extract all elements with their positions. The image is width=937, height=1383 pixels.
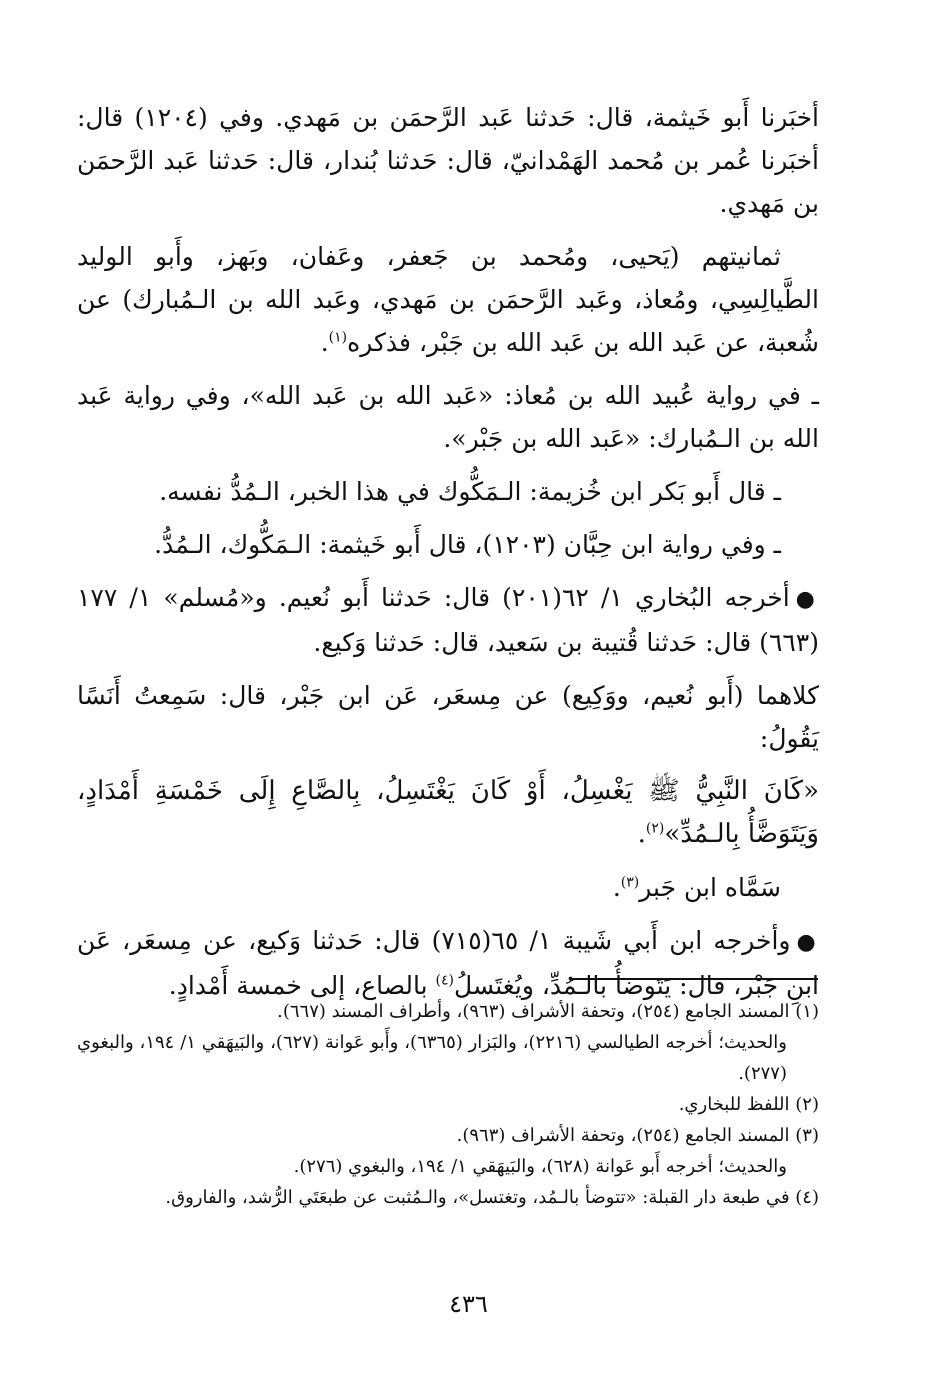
paragraph-chain-3: كلاهما (أَبو نُعيم، ووَكِيع) عن مِسعَر، عَن ابن جَبْر، قال: سَمِعتُ أَنَسًا يَقُولُ: — [77, 681, 819, 753]
footnote-ref-2[interactable]: (٢) — [645, 820, 665, 837]
footnote-ref-1[interactable]: (١) — [328, 329, 348, 346]
footnote-ref-4[interactable]: (٤) — [435, 972, 455, 989]
bullet-icon: ● — [796, 930, 819, 955]
page-number: ٤٣٦ — [449, 1290, 488, 1318]
paragraph-note-3: ـ وفي رواية ابن حِبَّان (١٢٠٣)، قال أَبو خَيثمة: الـمَكُّوك، الـمُدُّ. — [154, 530, 781, 559]
footnote-1: (١) المسند الجامع (٢٥٤)، وتحفة الأشراف (٩٦٣)، وأطراف المسند (٦٦٧). — [277, 1001, 819, 1022]
footnote-3: (٣) المسند الجامع (٢٥٤)، وتحفة الأشراف (٩٦٣). — [456, 1125, 819, 1146]
paragraph-note-1: ـ في رواية عُبيد الله بن مُعاذ: «عَبد الله بن عَبد الله»، وفي رواية عَبد الله بن الـمُبارك: «عَبد الله بن جَبْر». — [77, 381, 819, 453]
paragraph-chain-1: أخبَرنا أَبو خَيثمة، قال: حَدثنا عَبد الرَّحمَن بن مَهدي. وفي (١٢٠٤) قال: أخبَرنا عُمر بن مُحمد الهَمْدانيّ، قال: حَدثنا بُندار، قال: حَدثنا عَبد الرَّحمَن بن مَهدي. — [77, 103, 819, 218]
footnote-1-continued: والحديث؛ أخرجه الطيالسي (٢٢١٦)، والبَزار (٦٣٦٥)، وأَبو عَوانة (٦٢٧)، والبَيهَقي ١/ ١٩٤، والبغوي (٢٧٧). — [77, 1032, 787, 1084]
footnote-4: (٤) في طبعة دار القبلة: «تتوضأ بالـمُد، وتغتسل»، والـمُثبت عن طبعَتَي الرُّشد، والفاروق. — [165, 1187, 819, 1208]
footnote-3-continued: والحديث؛ أخرجه أَبو عَوانة (٦٢٨)، والبَيهَقي ١/ ١٩٤، والبغوي (٢٧٦). — [293, 1156, 787, 1177]
paragraph-takhrij-1: ●أخرجه البُخاري ١/ ٦٢(٢٠١) قال: حَدثنا أَبو نُعيم. و«مُسلم» ١/ ١٧٧ (٦٦٣) قال: حَدثنا قُتيبة بن سَعيد، قال: حَدثنا وَكيع. — [77, 583, 820, 657]
main-text — [77, 96, 819, 1017]
paragraph-takhrij-2: ●وأخرجه ابن أَبي شَيبة ١/ ٦٥(٧١٥) قال: حَدثنا وَكيع، عن مِسعَر، عَن ابنِ جَبْر، قال: يَتَوضأُ بالـمُدِّ، ويُغتَسلُ$^{(٤)}$ بالصاع، إلى خمسة أَمْدادٍ. — [77, 926, 819, 1000]
footnote-2: (٢) اللفظ للبخاري. — [678, 1094, 819, 1115]
bullet-icon: ● — [795, 587, 820, 612]
footnotes — [77, 996, 819, 1213]
footnote-divider — [570, 978, 818, 980]
paragraph-note-2: ـ قال أَبو بَكر ابن خُزيمة: الـمَكُّوك في هذا الخبر، الـمُدُّ نفسه. — [159, 477, 781, 506]
paragraph-note-4: سَمَّاه ابن جَبر$^{(٣)}$. — [612, 873, 781, 902]
hadith-text: «كَانَ النَّبِيُّ ﷺ يَغْسِلُ، أَوْ كَانَ يَغْتَسِلُ، بِالصَّاعِ إِلَى خَمْسَةِ أَمْدَادٍ، وَيَتَوَضَّأُ بِالـمُدِّ»$^{(٢)}$. — [77, 776, 819, 849]
footnote-ref-3[interactable]: (٣) — [620, 874, 640, 891]
paragraph-chain-2: ثمانيتهم (يَحيى، ومُحمد بن جَعفر، وعَفان، وبَهز، وأَبو الوليد الطَّيالِسِي، ومُعاذ، وعَبد الرَّحمَن بن مَهدي، وعَبد الله بن الـمُبارك) عن شُعبة، عن عَبد الله بن عَبد الله بن جَبْر، فذكره$^{(١)}$. — [77, 242, 819, 357]
